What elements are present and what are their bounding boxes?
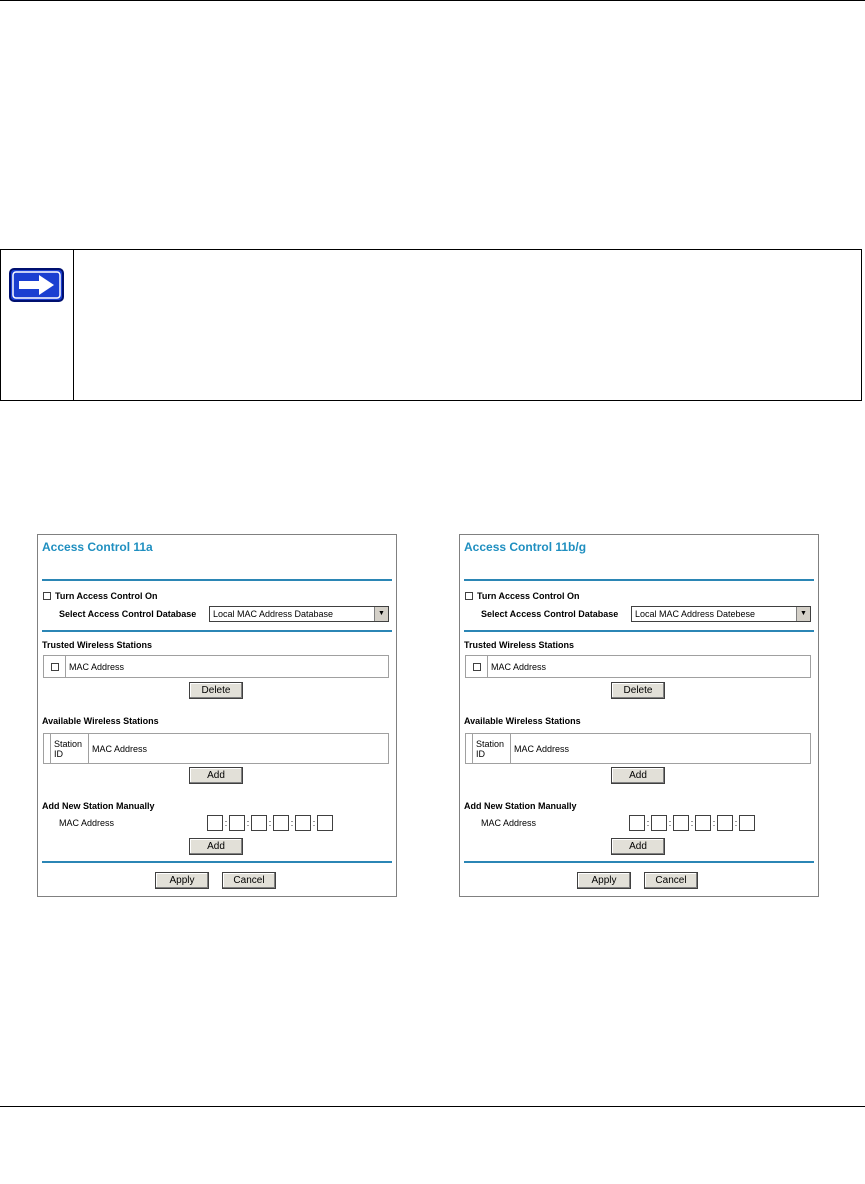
mac-octet-4-input[interactable] (273, 815, 289, 831)
mac-octet-2-input[interactable] (651, 815, 667, 831)
mac-octet-3-input[interactable] (673, 815, 689, 831)
delete-button[interactable]: Delete (611, 682, 665, 699)
panel-title: Access Control 11a (42, 540, 153, 554)
turn-access-control-checkbox[interactable] (465, 592, 473, 600)
top-rule (0, 0, 865, 1)
db-select[interactable] (209, 606, 389, 622)
cancel-button[interactable]: Cancel (644, 872, 698, 889)
turn-access-control-row[interactable] (465, 591, 580, 601)
chevron-down-icon[interactable]: ▼ (374, 607, 388, 621)
turn-access-control-label: Turn Access Control On (55, 591, 158, 601)
mac-octet-5-input[interactable] (717, 815, 733, 831)
add-manually-label: Add New Station Manually (42, 801, 155, 811)
add-button[interactable]: Add (189, 767, 243, 784)
available-stations-table (465, 733, 811, 764)
separator (464, 579, 814, 581)
available-mac-header: MAC Address (514, 743, 570, 754)
mac-address-input-group: : : : : : (629, 815, 755, 831)
cancel-button[interactable]: Cancel (222, 872, 276, 889)
separator (42, 579, 392, 581)
separator (42, 630, 392, 632)
station-id-header: Station ID (51, 734, 89, 763)
access-control-11a-panel (37, 534, 397, 897)
available-spacer-cell (44, 734, 51, 763)
trusted-stations-label: Trusted Wireless Stations (42, 640, 152, 650)
add-manually-label: Add New Station Manually (464, 801, 577, 811)
db-select-value: Local MAC Address Datebese (635, 609, 756, 619)
station-id-header: Station ID (473, 734, 511, 763)
panel-title: Access Control 11b/g (464, 540, 587, 554)
turn-access-control-checkbox[interactable] (43, 592, 51, 600)
db-select-value: Local MAC Address Database (213, 609, 334, 619)
mac-octet-1-input[interactable] (207, 815, 223, 831)
note-icon-cell (1, 250, 74, 400)
mac-address-label: MAC Address (59, 818, 115, 828)
db-select[interactable] (631, 606, 811, 622)
delete-button[interactable]: Delete (189, 682, 243, 699)
trusted-stations-label: Trusted Wireless Stations (464, 640, 574, 650)
bottom-rule (0, 1106, 865, 1107)
separator (42, 861, 392, 863)
apply-button[interactable]: Apply (155, 872, 209, 889)
turn-access-control-label: Turn Access Control On (477, 591, 580, 601)
mac-octet-6-input[interactable] (317, 815, 333, 831)
mac-octet-6-input[interactable] (739, 815, 755, 831)
access-control-11bg-panel (459, 534, 819, 897)
available-stations-label: Available Wireless Stations (42, 716, 159, 726)
mac-octet-5-input[interactable] (295, 815, 311, 831)
trusted-stations-table (43, 655, 389, 678)
apply-button[interactable]: Apply (577, 872, 631, 889)
trusted-select-all-checkbox[interactable] (51, 663, 59, 671)
separator (464, 630, 814, 632)
turn-access-control-row[interactable] (43, 591, 158, 601)
right-arrow-icon (9, 268, 64, 302)
mac-octet-1-input[interactable] (629, 815, 645, 831)
add-manual-button[interactable]: Add (611, 838, 665, 855)
note-box (0, 249, 862, 401)
trusted-stations-table (465, 655, 811, 678)
mac-address-label: MAC Address (481, 818, 537, 828)
trusted-mac-header: MAC Address (491, 661, 547, 672)
mac-octet-2-input[interactable] (229, 815, 245, 831)
add-button[interactable]: Add (611, 767, 665, 784)
mac-octet-3-input[interactable] (251, 815, 267, 831)
db-select-label: Select Access Control Database (59, 609, 197, 619)
db-select-label: Select Access Control Database (481, 609, 619, 619)
trusted-select-all-cell (466, 656, 488, 677)
separator (464, 861, 814, 863)
available-mac-header: MAC Address (92, 743, 148, 754)
add-manual-button[interactable]: Add (189, 838, 243, 855)
chevron-down-icon[interactable]: ▼ (796, 607, 810, 621)
mac-address-input-group: : : : : : (207, 815, 333, 831)
available-stations-table (43, 733, 389, 764)
available-spacer-cell (466, 734, 473, 763)
mac-octet-4-input[interactable] (695, 815, 711, 831)
available-stations-label: Available Wireless Stations (464, 716, 581, 726)
trusted-select-all-checkbox[interactable] (473, 663, 481, 671)
trusted-select-all-cell (44, 656, 66, 677)
trusted-mac-header: MAC Address (69, 661, 125, 672)
